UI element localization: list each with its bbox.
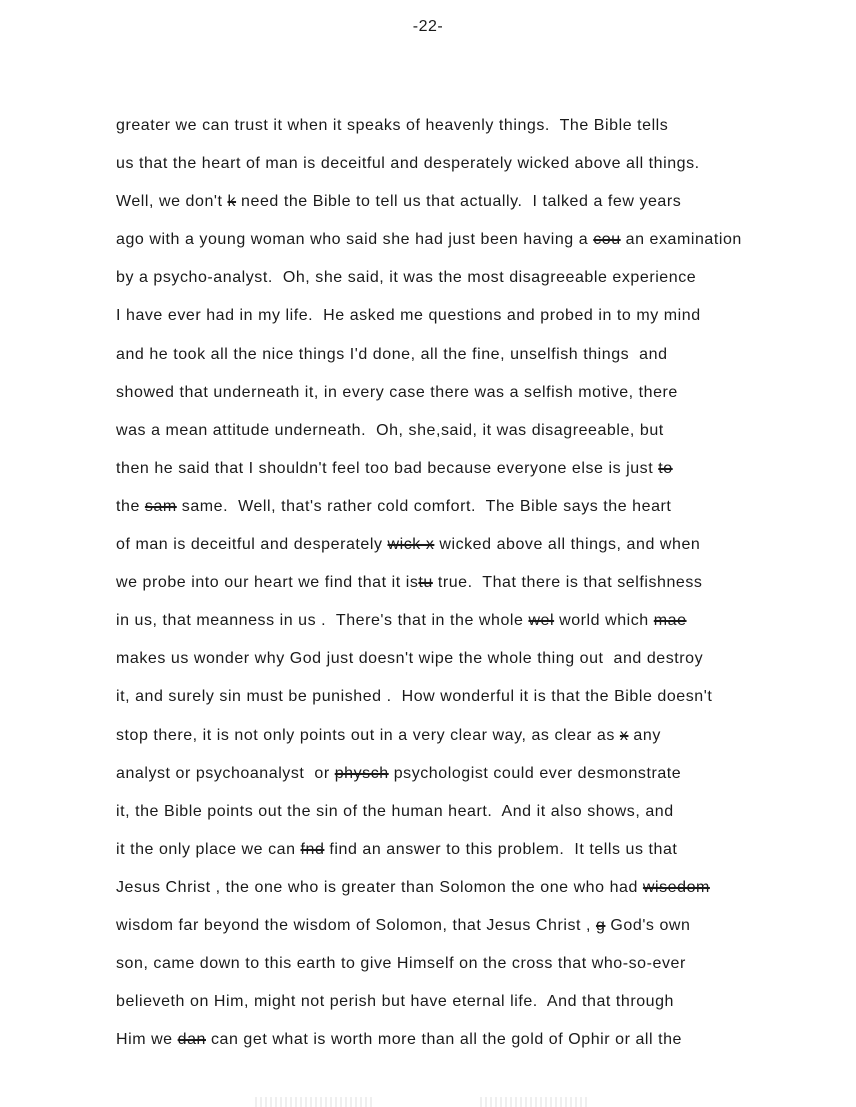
text-line xyxy=(116,724,816,762)
text-segment: stop there, it is not only points out in a very clear way, as clear as xyxy=(116,726,620,744)
text-segment: find an answer to this problem. It tells us that xyxy=(324,840,678,858)
struck-text: physch xyxy=(334,764,389,782)
struck-text: sam xyxy=(144,497,177,515)
text-segment: an examination xyxy=(620,231,742,249)
text-segment: Jesus Christ , the one who is greater than Solomon the one who had xyxy=(116,878,643,896)
text-segment: it the only place we can xyxy=(116,840,301,858)
struck-text: g xyxy=(595,916,606,934)
text-segment: showed that underneath it, in every case there was a selfish motive, there xyxy=(116,383,678,401)
text-segment: and he took all the nice things I'd done, all the fine, unselfish things and xyxy=(116,345,668,363)
text-segment: ago with a young woman who said she had just been having a xyxy=(116,231,594,249)
struck-text: wel xyxy=(528,612,555,630)
text-line xyxy=(116,533,816,571)
text-line xyxy=(116,876,816,914)
text-segment: we probe into our heart we find that it is xyxy=(116,574,419,592)
text-line xyxy=(116,381,816,419)
text-line xyxy=(116,152,816,190)
text-segment: makes us wonder why God just doesn't wipe the whole thing out and destroy xyxy=(116,650,704,668)
text-line xyxy=(116,952,816,990)
text-line xyxy=(116,457,816,495)
text-line xyxy=(116,190,816,228)
text-segment: wicked above all things, and when xyxy=(434,536,701,554)
struck-text: k xyxy=(227,193,237,211)
text-line xyxy=(116,343,816,381)
text-segment: world which xyxy=(554,612,654,630)
text-segment: God's own xyxy=(605,916,691,934)
struck-text: x xyxy=(619,726,629,744)
text-segment: was a mean attitude underneath. Oh, she,said, it was disagreeable, but xyxy=(116,421,664,439)
text-segment: any xyxy=(628,726,661,744)
text-segment: of man is deceitful and desperately xyxy=(116,536,388,554)
text-line xyxy=(116,228,816,266)
text-segment: by a psycho-analyst. Oh, she said, it was the most disagreeable experience xyxy=(116,269,697,287)
text-segment: son, came down to this earth to give Himself on the cross that who-so-ever xyxy=(116,955,686,973)
scan-smudge xyxy=(255,1097,375,1107)
text-segment: need the Bible to tell us that actually. I talked a few years xyxy=(236,193,682,211)
struck-text: mae xyxy=(653,612,687,630)
text-segment: greater we can trust it when it speaks of heavenly things. The Bible tells xyxy=(116,117,669,134)
struck-text: wick x xyxy=(387,536,435,554)
text-line xyxy=(116,495,816,533)
text-line xyxy=(116,647,816,685)
text-line xyxy=(116,114,816,152)
document-body xyxy=(116,114,816,1066)
text-segment: true. That there is that selfishness xyxy=(432,574,703,592)
text-segment: I have ever had in my life. He asked me questions and probed in to my mind xyxy=(116,307,701,325)
text-segment: the xyxy=(116,497,145,515)
struck-text: tu xyxy=(418,574,433,592)
text-line xyxy=(116,571,816,609)
text-segment: Well, we don't xyxy=(116,193,228,211)
text-segment: in us, that meanness in us . There's that in the whole xyxy=(116,612,529,630)
text-segment: believeth on Him, might not perish but have eternal life. And that through xyxy=(116,993,675,1011)
text-line xyxy=(116,762,816,800)
text-line xyxy=(116,419,816,457)
struck-text: dan xyxy=(177,1031,206,1049)
text-segment: can get what is worth more than all the gold of Ophir or all the xyxy=(206,1031,682,1049)
text-line xyxy=(116,800,816,838)
text-segment: same. Well, that's rather cold comfort. The Bible says the heart xyxy=(176,497,672,515)
text-segment: it, and surely sin must be punished . How wonderful it is that the Bible doesn't xyxy=(116,688,713,706)
scan-smudge xyxy=(480,1097,590,1107)
text-segment: Him we xyxy=(116,1031,178,1049)
text-line xyxy=(116,609,816,647)
text-segment: it, the Bible points out the sin of the human heart. And it also shows, and xyxy=(116,802,674,820)
struck-text: wisedom xyxy=(642,878,710,896)
text-segment: wisdom far beyond the wisdom of Solomon, that Jesus Christ , xyxy=(116,916,596,934)
text-line xyxy=(116,1028,816,1066)
struck-text: fnd xyxy=(300,840,325,858)
text-line xyxy=(116,304,816,342)
text-segment: us that the heart of man is deceitful and desperately wicked above all things. xyxy=(116,155,700,173)
text-line xyxy=(116,266,816,304)
text-segment: psychologist could ever desmonstrate xyxy=(388,764,682,782)
text-line xyxy=(116,685,816,723)
text-line xyxy=(116,838,816,876)
text-line xyxy=(116,914,816,952)
page-number: -22- xyxy=(412,18,444,35)
text-segment: analyst or psychoanalyst or xyxy=(116,764,335,782)
struck-text: cou xyxy=(593,231,621,249)
text-line xyxy=(116,990,816,1028)
text-segment: then he said that I shouldn't feel too bad because everyone else is just xyxy=(116,459,659,477)
struck-text: to xyxy=(658,459,673,477)
